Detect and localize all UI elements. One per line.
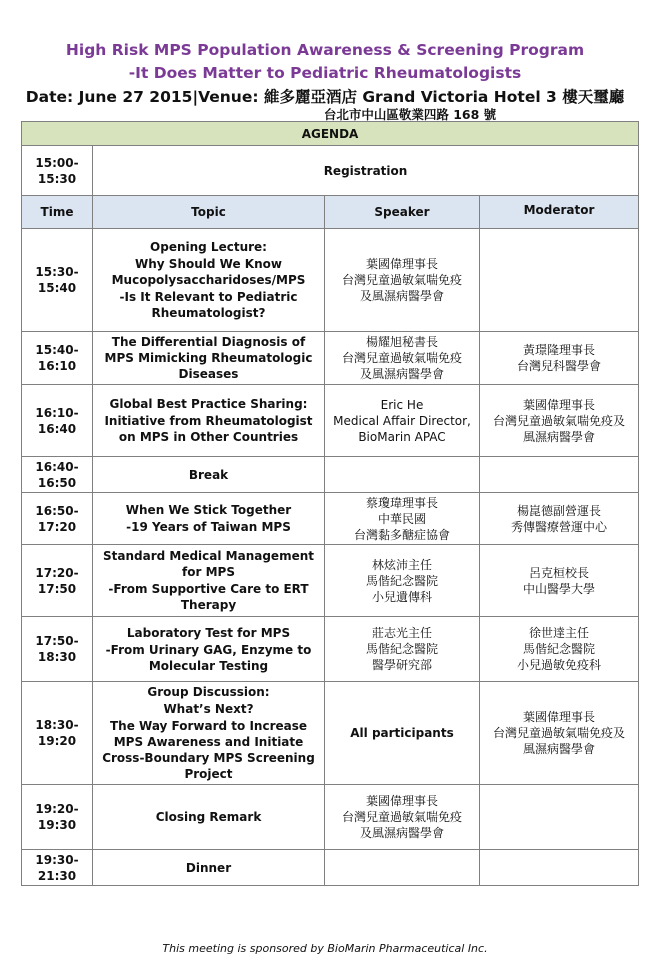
registration-label: Registration bbox=[93, 146, 639, 196]
session-speaker bbox=[325, 682, 480, 785]
topic-line: Laboratory Test for MPS bbox=[126, 625, 291, 640]
agenda-row bbox=[22, 457, 639, 493]
session-speaker bbox=[325, 332, 480, 385]
speaker-line: BioMarin APAC bbox=[358, 429, 446, 444]
agenda-row bbox=[22, 785, 639, 850]
agenda-row bbox=[22, 229, 639, 332]
agenda-row bbox=[22, 850, 639, 886]
session-moderator bbox=[480, 229, 639, 332]
registration-time: 15:00- 15:30 bbox=[22, 146, 93, 196]
topic-line: Why Should We Know Mucopolysaccharidoses/MPS bbox=[111, 257, 306, 287]
session-speaker bbox=[325, 545, 480, 617]
moderator-line: 葉國偉理事長 bbox=[522, 397, 595, 412]
session-moderator bbox=[480, 682, 639, 785]
topic-line: What’s Next? bbox=[163, 702, 254, 716]
session-time: 15:40- 16:10 bbox=[22, 332, 93, 385]
session-time: 17:20- 17:50 bbox=[22, 545, 93, 617]
session-moderator bbox=[480, 332, 639, 385]
session-topic bbox=[93, 385, 325, 457]
session-speaker bbox=[325, 850, 480, 886]
session-moderator bbox=[480, 457, 639, 493]
moderator-line: 楊崑德副營運長 bbox=[516, 503, 601, 518]
speaker-line: 及風濕病醫學會 bbox=[359, 826, 444, 840]
topic-line: -From Supportive Care to ERT Therapy bbox=[108, 582, 309, 612]
session-topic bbox=[93, 493, 325, 545]
col-header-time: Time bbox=[22, 196, 93, 229]
session-topic bbox=[93, 545, 325, 617]
session-topic bbox=[93, 457, 325, 493]
topic-line: Global Best Practice Sharing: bbox=[109, 397, 308, 411]
session-time: 16:10- 16:40 bbox=[22, 385, 93, 457]
moderator-line: 台灣兒童過敏氣喘免疫及 bbox=[492, 726, 625, 740]
topic-line: The Way Forward to Increase MPS Awareness and Initiate Cross-Boundary MPS Screening Project bbox=[102, 719, 315, 781]
speaker-line: 林炫沛主任 bbox=[371, 557, 432, 572]
topic-line: -Is It Relevant to Pediatric Rheumatologist? bbox=[119, 290, 298, 320]
speaker-line: 馬偕紀念醫院 bbox=[365, 573, 438, 588]
session-moderator bbox=[480, 785, 639, 850]
session-speaker bbox=[325, 229, 480, 332]
session-time: 16:50- 17:20 bbox=[22, 493, 93, 545]
agenda-row bbox=[22, 385, 639, 457]
agenda-heading-row bbox=[22, 122, 639, 146]
agenda-row bbox=[22, 545, 639, 617]
session-time: 15:30- 15:40 bbox=[22, 229, 93, 332]
speaker-line: Eric He bbox=[380, 397, 424, 412]
agenda-heading: AGENDA bbox=[22, 122, 639, 146]
moderator-line: 台灣兒科醫學會 bbox=[516, 359, 601, 373]
column-header-row bbox=[22, 196, 639, 229]
topic-line: The Differential Diagnosis of MPS Mimicking Rheumatologic Diseases bbox=[104, 335, 313, 381]
speaker-line: 及風濕病醫學會 bbox=[359, 289, 444, 303]
date-venue: Date: June 27 2015|Venue: 維多麗亞酒店 Grand Victoria Hotel 3 樓天璽廳 bbox=[25, 88, 625, 106]
session-time: 19:30- 21:30 bbox=[22, 850, 93, 886]
moderator-line: 風濕病醫學會 bbox=[522, 742, 595, 756]
moderator-line: 小兒過敏免疫科 bbox=[516, 658, 601, 672]
speaker-line: 馬偕紀念醫院 bbox=[365, 642, 438, 656]
registration-row bbox=[22, 146, 639, 196]
session-time: 19:20- 19:30 bbox=[22, 785, 93, 850]
topic-line: Closing Remark bbox=[155, 810, 262, 824]
speaker-line: 蔡瓊瑋理事長 bbox=[365, 495, 438, 510]
sponsor-note: This meeting is sponsored by BioMarin Pharmaceutical Inc. bbox=[162, 942, 488, 955]
session-moderator bbox=[480, 850, 639, 886]
speaker-line: 台灣兒童過敏氣喘免疫 bbox=[341, 351, 462, 365]
topic-line: Standard Medical Management for MPS bbox=[102, 549, 314, 579]
speaker-line: 葉國偉理事長 bbox=[365, 257, 438, 271]
topic-line: Group Discussion: bbox=[147, 685, 270, 699]
topic-line: Break bbox=[188, 467, 229, 482]
session-topic bbox=[93, 617, 325, 682]
session-speaker bbox=[325, 617, 480, 682]
session-time: 17:50- 18:30 bbox=[22, 617, 93, 682]
session-moderator bbox=[480, 385, 639, 457]
speaker-line: 中華民國 bbox=[377, 511, 426, 526]
col-header-moderator: Moderator bbox=[480, 196, 639, 229]
session-speaker bbox=[325, 493, 480, 545]
speaker-line: All participants bbox=[350, 726, 454, 740]
speaker-line: 楊耀旭秘書長 bbox=[365, 335, 438, 349]
speaker-line: 醫學研究部 bbox=[371, 658, 432, 672]
moderator-line: 徐世達主任 bbox=[528, 626, 589, 640]
session-topic bbox=[93, 682, 325, 785]
session-topic bbox=[93, 332, 325, 385]
session-speaker bbox=[325, 457, 480, 493]
moderator-line: 中山醫學大學 bbox=[522, 581, 595, 596]
moderator-line: 黃璟隆理事長 bbox=[522, 343, 595, 357]
session-topic bbox=[93, 229, 325, 332]
col-header-speaker: Speaker bbox=[325, 196, 480, 229]
speaker-line: 小兒遺傳科 bbox=[371, 589, 432, 604]
program-title: High Risk MPS Population Awareness & Screening Program bbox=[65, 41, 585, 59]
speaker-line: 葉國偉理事長 bbox=[365, 794, 438, 808]
session-speaker bbox=[325, 785, 480, 850]
col-header-topic: Topic bbox=[93, 196, 325, 229]
agenda-row bbox=[22, 493, 639, 545]
speaker-line: 莊志光主任 bbox=[371, 626, 432, 640]
topic-line: Opening Lecture: bbox=[150, 240, 267, 254]
moderator-line: 風濕病醫學會 bbox=[522, 429, 595, 444]
agenda-table bbox=[21, 121, 639, 886]
speaker-line: 台灣黏多醣症協會 bbox=[353, 527, 450, 542]
session-topic bbox=[93, 785, 325, 850]
session-moderator bbox=[480, 617, 639, 682]
session-speaker bbox=[325, 385, 480, 457]
agenda-row bbox=[22, 682, 639, 785]
speaker-line: 台灣兒童過敏氣喘免疫 bbox=[341, 810, 462, 824]
topic-line: Dinner bbox=[185, 860, 232, 875]
session-time: 16:40- 16:50 bbox=[22, 457, 93, 493]
session-moderator bbox=[480, 493, 639, 545]
session-time: 18:30- 19:20 bbox=[22, 682, 93, 785]
moderator-line: 葉國偉理事長 bbox=[522, 710, 595, 724]
moderator-line: 秀傳醫療營運中心 bbox=[510, 519, 607, 534]
session-moderator bbox=[480, 545, 639, 617]
speaker-line: Medical Affair Director, bbox=[333, 413, 471, 428]
moderator-line: 馬偕紀念醫院 bbox=[522, 642, 595, 656]
session-topic bbox=[93, 850, 325, 886]
moderator-line: 呂克桓校長 bbox=[528, 565, 589, 580]
agenda-row bbox=[22, 332, 639, 385]
speaker-line: 台灣兒童過敏氣喘免疫 bbox=[341, 273, 462, 287]
topic-line: Initiative from Rheumatologist on MPS in Other Countries bbox=[104, 414, 313, 444]
topic-line: -From Urinary GAG, Enzyme to Molecular Testing bbox=[105, 642, 312, 673]
venue-address: 台北市中山區敬業四路 168 號 bbox=[323, 107, 497, 122]
agenda-row bbox=[22, 617, 639, 682]
topic-line: -19 Years of Taiwan MPS bbox=[126, 520, 291, 534]
speaker-line: 及風濕病醫學會 bbox=[359, 367, 444, 381]
program-subtitle: -It Does Matter to Pediatric Rheumatologists bbox=[128, 64, 522, 82]
topic-line: When We Stick Together bbox=[125, 503, 292, 517]
moderator-line: 台灣兒童過敏氣喘免疫及 bbox=[492, 413, 625, 428]
